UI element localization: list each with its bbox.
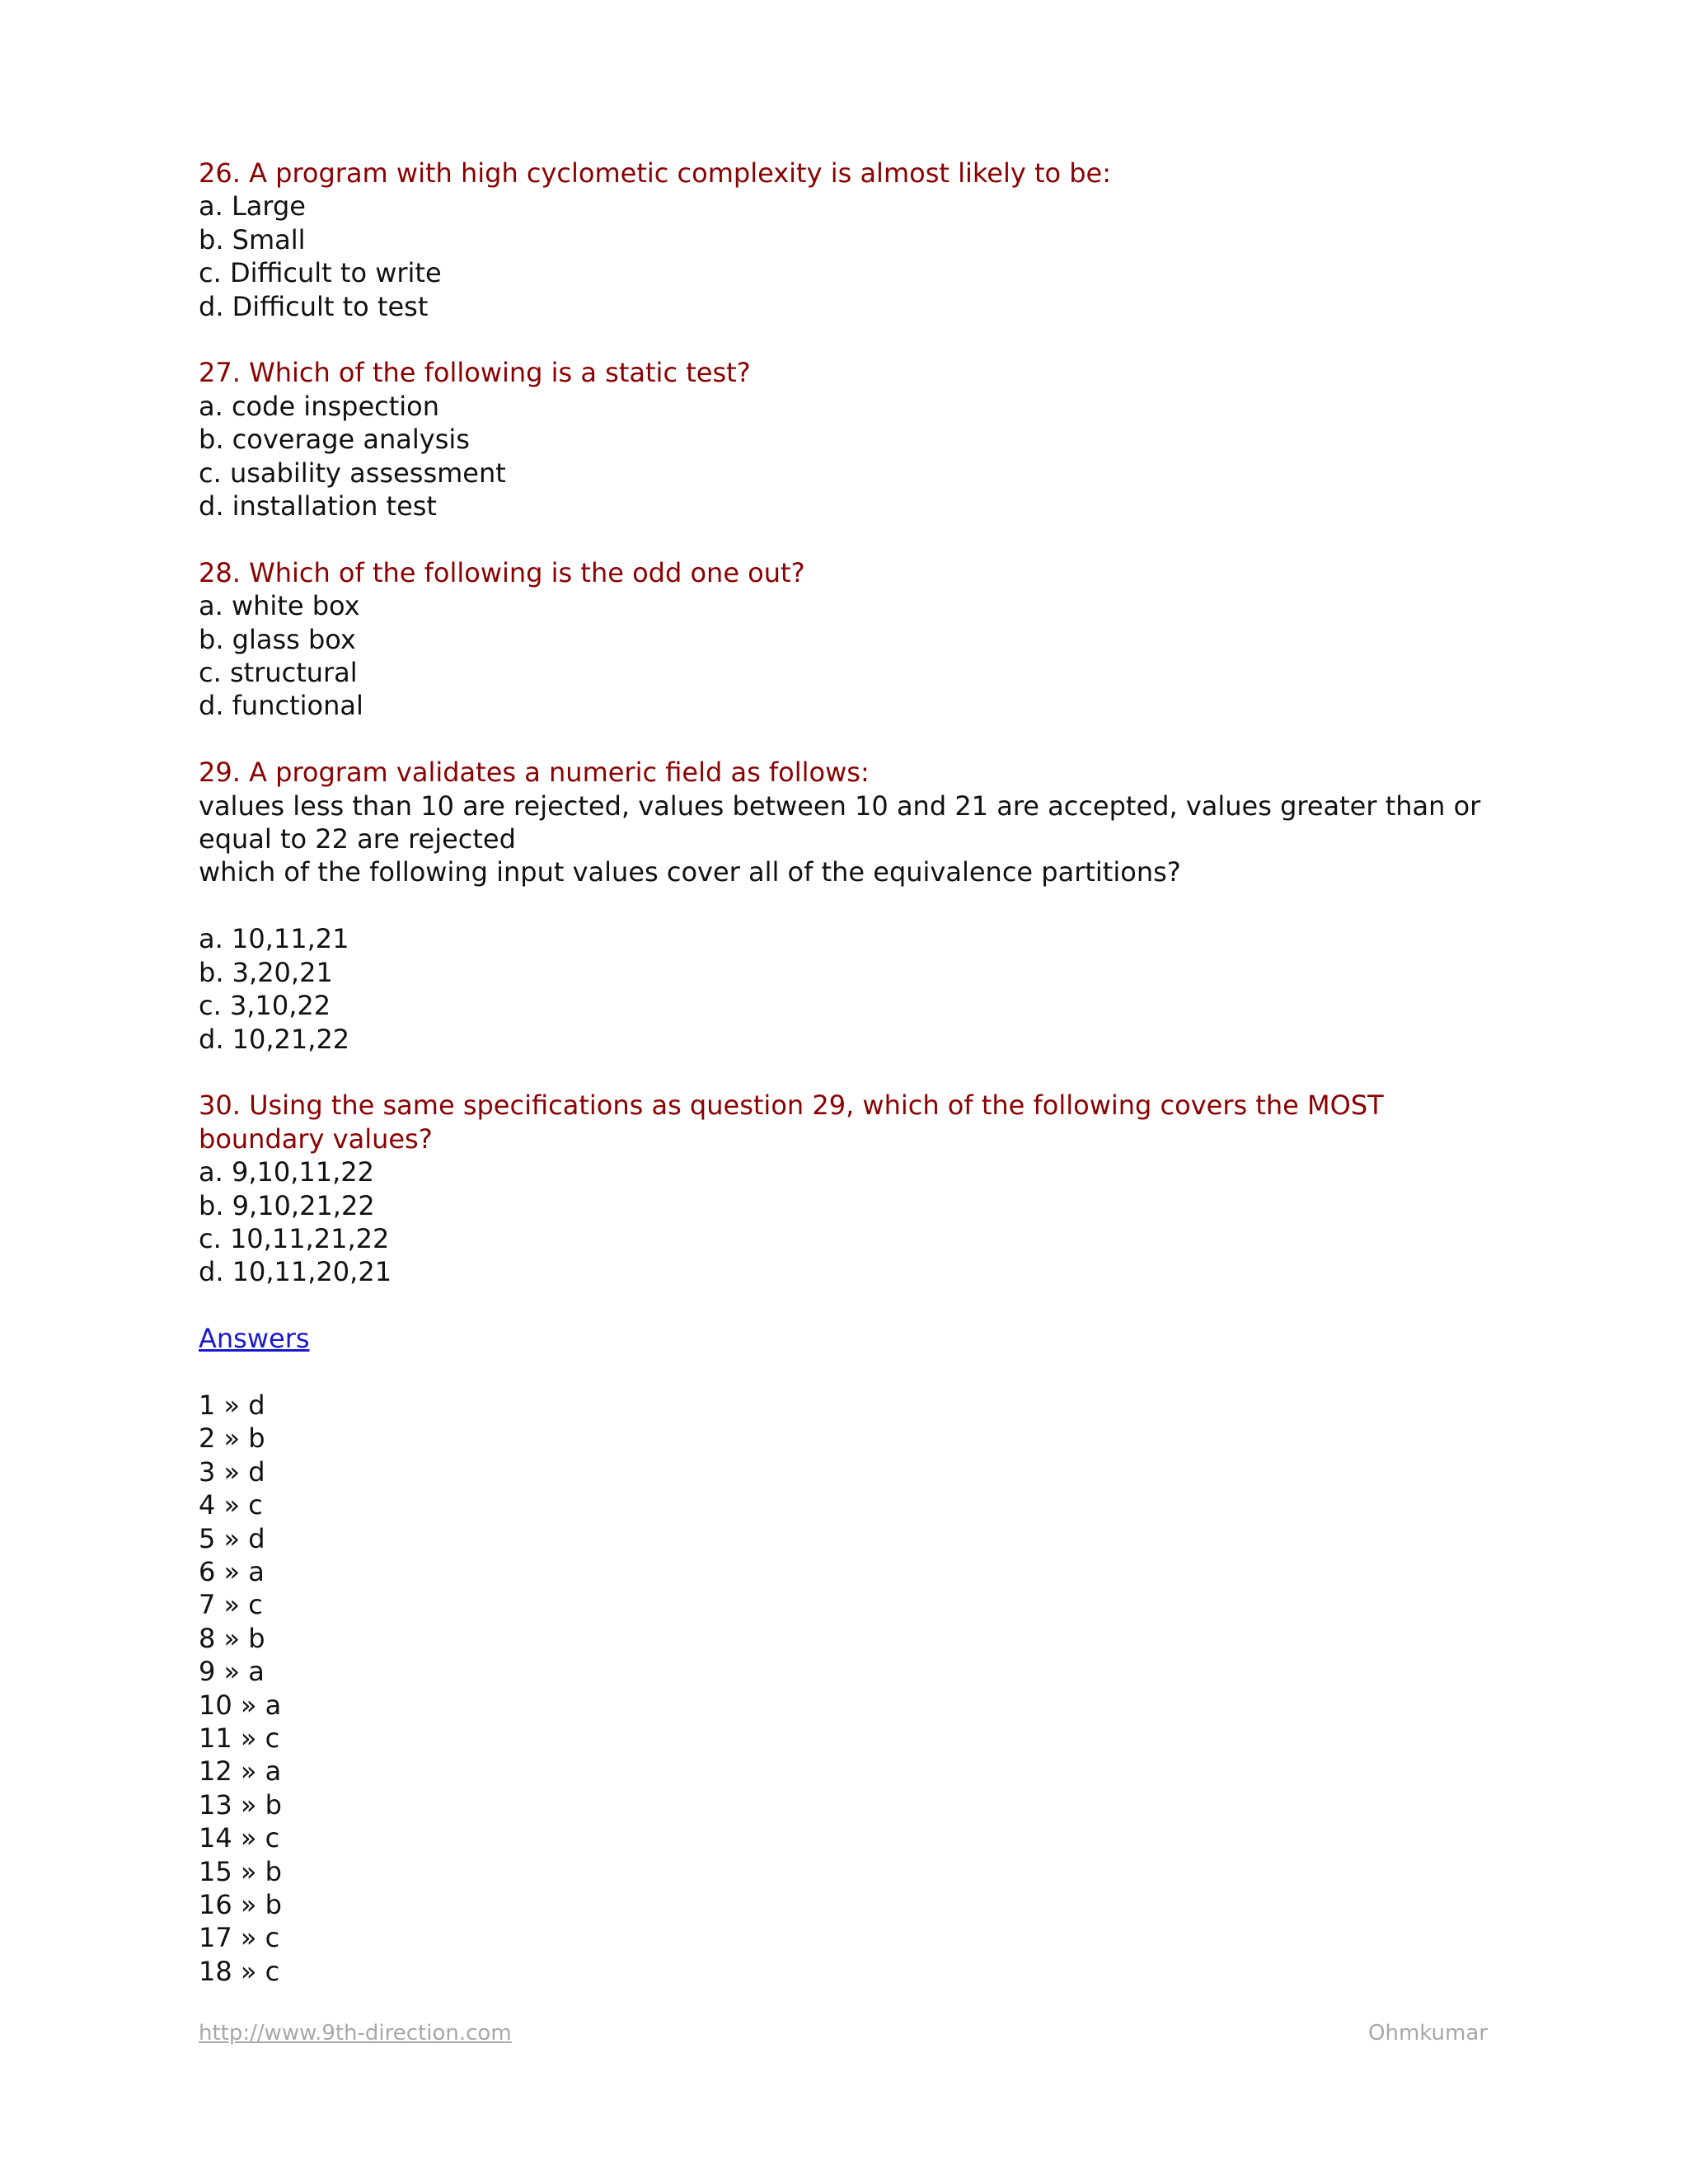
answer-option: a. Large bbox=[199, 190, 306, 223]
question-title: 29. A program validates a numeric field as follows: bbox=[199, 757, 870, 789]
answer-key-item: 13 » b bbox=[199, 1788, 282, 1821]
answer-key-item: 18 » c bbox=[199, 1955, 280, 1987]
question-block bbox=[199, 756, 1484, 1056]
question-title: 30. Using the same specifications as question 29, which of the following covers the MOST boundary values? bbox=[199, 1090, 1384, 1155]
answer-key-item: 2 » b bbox=[199, 1422, 265, 1455]
document-body bbox=[199, 157, 1484, 1988]
answer-option: c. 3,10,22 bbox=[199, 990, 331, 1022]
question-block bbox=[199, 356, 1484, 523]
footer-author: Ohmkumar bbox=[1368, 2021, 1488, 2046]
answer-option: c. structural bbox=[199, 657, 358, 689]
question-list bbox=[199, 157, 1484, 1289]
answer-key-item: 17 » c bbox=[199, 1922, 280, 1954]
question-title: 27. Which of the following is a static test? bbox=[199, 357, 751, 389]
footer-url-link[interactable]: http://www.9th-direction.com bbox=[199, 2021, 512, 2046]
question-block bbox=[199, 556, 1484, 723]
answer-key-item: 5 » d bbox=[199, 1522, 265, 1554]
answer-option: d. installation test bbox=[199, 490, 437, 523]
question-text: which of the following input values cover all of the equivalence partitions? bbox=[199, 856, 1181, 888]
answer-key-item: 4 » c bbox=[199, 1489, 263, 1521]
answer-option: c. usability assessment bbox=[199, 457, 506, 489]
answer-option: b. 3,20,21 bbox=[199, 956, 333, 988]
answer-option: d. 10,11,20,21 bbox=[199, 1256, 392, 1288]
answer-option: a. 10,11,21 bbox=[199, 923, 349, 955]
answer-option: a. white box bbox=[199, 590, 360, 622]
answer-option: d. functional bbox=[199, 690, 363, 722]
answer-key-item: 1 » d bbox=[199, 1389, 265, 1421]
question-text: values less than 10 are rejected, values between 10 and 21 are accepted, values greater than or equal to 22 are rejected bbox=[199, 790, 1481, 855]
answer-key-item: 3 » d bbox=[199, 1455, 265, 1488]
answer-option: c. Difficult to write bbox=[199, 257, 442, 289]
answer-key-item: 6 » a bbox=[199, 1555, 265, 1587]
answer-option: a. 9,10,11,22 bbox=[199, 1156, 374, 1188]
answer-option: b. 9,10,21,22 bbox=[199, 1189, 375, 1221]
answer-option: b. Small bbox=[199, 223, 306, 255]
answers-link[interactable]: Answers bbox=[199, 1323, 310, 1355]
answer-key-item: 7 » c bbox=[199, 1589, 263, 1621]
answer-key-item: 11 » c bbox=[199, 1722, 280, 1754]
question-title: 26. A program with high cyclometic complexity is almost likely to be: bbox=[199, 157, 1112, 189]
answer-key-item: 8 » b bbox=[199, 1622, 265, 1654]
answer-key-item: 16 » b bbox=[199, 1889, 282, 1921]
answer-option: a. code inspection bbox=[199, 390, 440, 422]
question-block bbox=[199, 1089, 1484, 1288]
answer-key-item: 15 » b bbox=[199, 1855, 282, 1887]
answer-key-item: 9 » a bbox=[199, 1656, 265, 1688]
answer-option: c. 10,11,21,22 bbox=[199, 1222, 390, 1254]
answers-heading bbox=[199, 1322, 1484, 1355]
answer-option: b. glass box bbox=[199, 623, 356, 655]
answer-key-list bbox=[199, 1389, 1484, 1988]
question-block bbox=[199, 157, 1484, 323]
answer-key-item: 10 » a bbox=[199, 1689, 282, 1721]
answer-option: d. Difficult to test bbox=[199, 290, 429, 322]
answer-key-item: 12 » a bbox=[199, 1755, 282, 1788]
answer-option: d. 10,21,22 bbox=[199, 1023, 350, 1055]
question-title: 28. Which of the following is the odd one out? bbox=[199, 556, 805, 588]
answer-key-item: 14 » c bbox=[199, 1822, 280, 1854]
answer-option: b. coverage analysis bbox=[199, 424, 470, 456]
